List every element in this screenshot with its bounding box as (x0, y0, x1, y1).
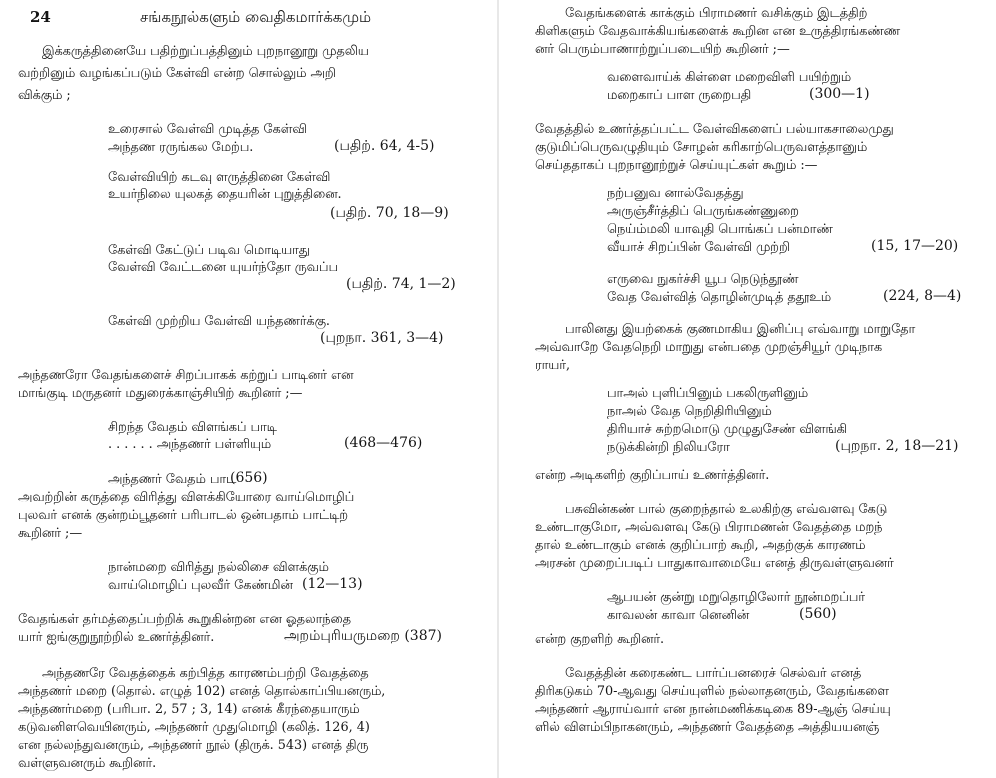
text-line: புலவர் எனக் குன்றம்பூதனர் பரிபாடல் ஒன்பதாம் பாட்டிற் (18, 508, 348, 523)
text-line: அந்தணர் ஆராய்வார் என நான்மணிக்கடிகை 89-ஆஞ் செய்யு (535, 702, 891, 717)
text-line: கிளிகளும் வேதவாக்கியங்களைக் கூறின என உருத்திரங்கண்ண (535, 24, 900, 39)
verse-line: ஆபயன் குன்று மறுதொழிலோர் நூன்மறப்பர் (607, 590, 865, 605)
text-line: ளில் விளம்பிநாகனரும், அந்தணர் வேதத்தை அத்தியயனஞ் (535, 720, 880, 735)
text-line: இக்கருத்தினையே பதிற்றுப்பத்தினும் புறநானூறு முதலிய (42, 44, 369, 59)
citation: (15, 17—20) (871, 238, 959, 254)
text-line: விக்கும் ; (18, 88, 71, 103)
verse-line: வேள்வியிற் கடவு ளருத்தினை கேள்வி (108, 170, 331, 185)
text-line: அரசன் முறைப்படிப் பாதுகாவாமையே எனத் திருவள்ளுவனர் (535, 556, 894, 571)
text-line: அந்தணர் மறை (தொல். எழுத் 102) எனத் தொல்காப்பியனரும், (18, 684, 386, 699)
text-line: வள்ளுவனரும் கூறினர். (18, 756, 157, 771)
citation: அறம்புரியருமறை (387) (284, 628, 442, 644)
text-line: என நல்லந்துவனரும், அந்தணர் நூல் (திருக். 543) எனத் திரு (18, 738, 369, 753)
text-line: அந்தணரோ வேதங்களைச் சிறப்பாகக் கற்றுப் பாடினர் என (18, 368, 354, 383)
citation: (468—476) (344, 435, 423, 451)
text-line: கடுவனிளவெயினரும், அந்தணர் முதுமொழி (கலித். 126, 4) (18, 720, 370, 735)
verse-line: மறைகாப் பாள ருறைபதி (607, 88, 752, 103)
verse-line: அருஞ்சீர்த்திப் பெருங்கண்ணுறை (607, 204, 799, 219)
verse-line: வேள்வி வேட்டனை யுயர்ந்தோ ருவப்ப (108, 260, 338, 275)
left-page (0, 0, 497, 778)
text-line: பசுவின்கண் பால் குறைந்தால் உலகிற்கு எவ்வளவு கேடு (565, 502, 888, 517)
citation: (224, 8—4) (883, 288, 962, 304)
text-line: வேதத்தின் கரைகண்ட பார்ப்பனரைச் செல்வர் எனத் (565, 666, 862, 681)
verse-line: நற்பனுவ னால்வேதத்து (607, 186, 744, 201)
text-line: கூறினர் ;— (18, 526, 83, 541)
text-line: அந்தணரே வேதத்தைக் கற்பித்த காரணம்பற்றி வேதத்தை (42, 666, 369, 681)
citation: (560) (799, 606, 837, 622)
text-line: பாலினது இயற்கைக் குணமாகிய இனிப்பு எவ்வாறு மாறுதோ (565, 322, 916, 337)
verse-line: கேள்வி முற்றிய வேள்வி யந்தணர்க்கு. (108, 314, 330, 329)
citation: (12—13) (302, 576, 363, 592)
verse-line: உரைசால் வேள்வி முடித்த கேள்வி (108, 122, 307, 137)
text-line: னர் பெரும்பாணாற்றுப்படையிற் கூறினர் ;— (535, 42, 790, 57)
text-line: குடுமிப்பெருவழுதியும் சோழன் கரிகாற்பெருவளத்தானும் (535, 140, 868, 155)
citation: (300—1) (809, 86, 870, 102)
verse-line: வளைவாய்க் கிள்ளை மறைவிளி பயிற்றும் (607, 70, 852, 85)
text-line: வேதத்தில் உணர்த்தப்பட்ட வேள்விகளைப் பல்யாகசாலைமுது (535, 122, 894, 137)
text-line: மாங்குடி மருதனர் மதுரைக்காஞ்சியிற் கூறினர் ;— (18, 386, 303, 401)
verse-line: திரியாச் சுற்றமொடு முழுதுசேண் விளங்கி (607, 422, 848, 437)
verse-line: நடுக்கின்றி நிலியரோ (607, 440, 730, 455)
verse-line: உயர்நிலை யுலகத் தையரின் புறுத்தினை. (108, 187, 342, 202)
text-line: செய்ததாகப் புறநானூற்றுச் செய்யுட்கள் கூறும் :— (535, 158, 818, 173)
text-line: யார் ஐங்குறுநூற்றில் உணர்த்தினர். (18, 630, 215, 645)
text-line: திரிகடுகம் 70-ஆவது செய்யுளில் நல்லாதனரும், வேதங்களை (535, 684, 889, 699)
page-number: 24 (30, 8, 51, 26)
text-line: வேதங்களைக் காக்கும் பிராமணர் வசிக்கும் இடத்திற் (565, 6, 868, 21)
citation: (பதிற். 74, 1—2) (346, 276, 456, 292)
running-head: சங்கநூல்களும் வைதிகமார்க்கமும் (140, 8, 372, 26)
text-line: அந்தணர்மறை (பரிபா. 2, 57 ; 3, 14) எனக் கீரந்தையாரும் (18, 702, 360, 717)
verse-line: அந்தண ரருங்கல மேற்ப. (108, 140, 254, 155)
verse-line: வீயாச் சிறப்பின் வேள்வி முற்றி (607, 240, 790, 255)
text-line: என்ற அடிகளிற் குறிப்பாய் உணர்த்தினர். (535, 468, 770, 483)
verse-line: சிறந்த வேதம் விளங்கப் பாடி (108, 420, 277, 435)
verse-line: . . . . . . அந்தணர் பள்ளியும் (108, 437, 272, 452)
text-line: ராயர், (535, 358, 571, 373)
right-page (499, 0, 996, 778)
verse-line: காவலன் காவா னெனின் (607, 608, 750, 623)
text-line: உண்டாகுமோ, அவ்வளவு கேடு பிராமணன் வேதத்தை மறந் (535, 520, 883, 535)
verse-line: பாஅல் புளிப்பினும் பகலிருளினும் (607, 386, 809, 401)
text-line: அவ்வாறே வேதநெறி மாறுது என்பதை முறஞ்சியூர் முடிநாக (535, 340, 883, 355)
citation: (பதிற். 64, 4-5) (334, 138, 435, 154)
verse-line: நெய்ம்மலி யாவுதி பொங்கப் பன்மாண் (607, 222, 833, 237)
verse-line: எருவை நுகர்ச்சி யூப நெடுந்தூண் (607, 272, 799, 287)
citation: (புறநா. 361, 3—4) (320, 330, 444, 346)
text-line: வேதங்கள் தர்மத்தைப்பற்றிக் கூறுகின்றன என ஓதலாந்தை (18, 612, 351, 627)
text-line: தால் உண்டாகும் எனக் குறிப்பாற் கூறி, அதற்குக் காரணம் (535, 538, 866, 553)
citation: (பதிற். 70, 18—9) (330, 205, 449, 221)
verse-line: வாய்மொழிப் புலவீர் கேண்மின் (108, 578, 293, 593)
verse-line: வேத வேள்வித் தொழின்முடித் ததூஉம் (607, 290, 832, 305)
verse-line: கேள்வி கேட்டுப் படிவ மொடியாது (108, 243, 310, 258)
verse-line: நாஅல் வேத நெறிதிரியினும் (607, 404, 772, 419)
citation: (புறநா. 2, 18—21) (835, 438, 959, 454)
text-line: அவற்றின் கருத்தை விரித்து விளக்கியோரை வாய்மொழிப் (18, 490, 355, 505)
citation: (656) (230, 470, 268, 486)
text-line: வற்றினும் வழங்கப்படும் கேள்வி என்ற சொல்லும் அறி (18, 66, 336, 81)
verse-line: நான்மறை விரித்து நல்லிசை விளக்கும் (108, 560, 329, 575)
text-line: என்ற குறளிற் கூறினர். (535, 632, 665, 647)
verse-line: அந்தணர் வேதம் பாட (108, 472, 237, 487)
